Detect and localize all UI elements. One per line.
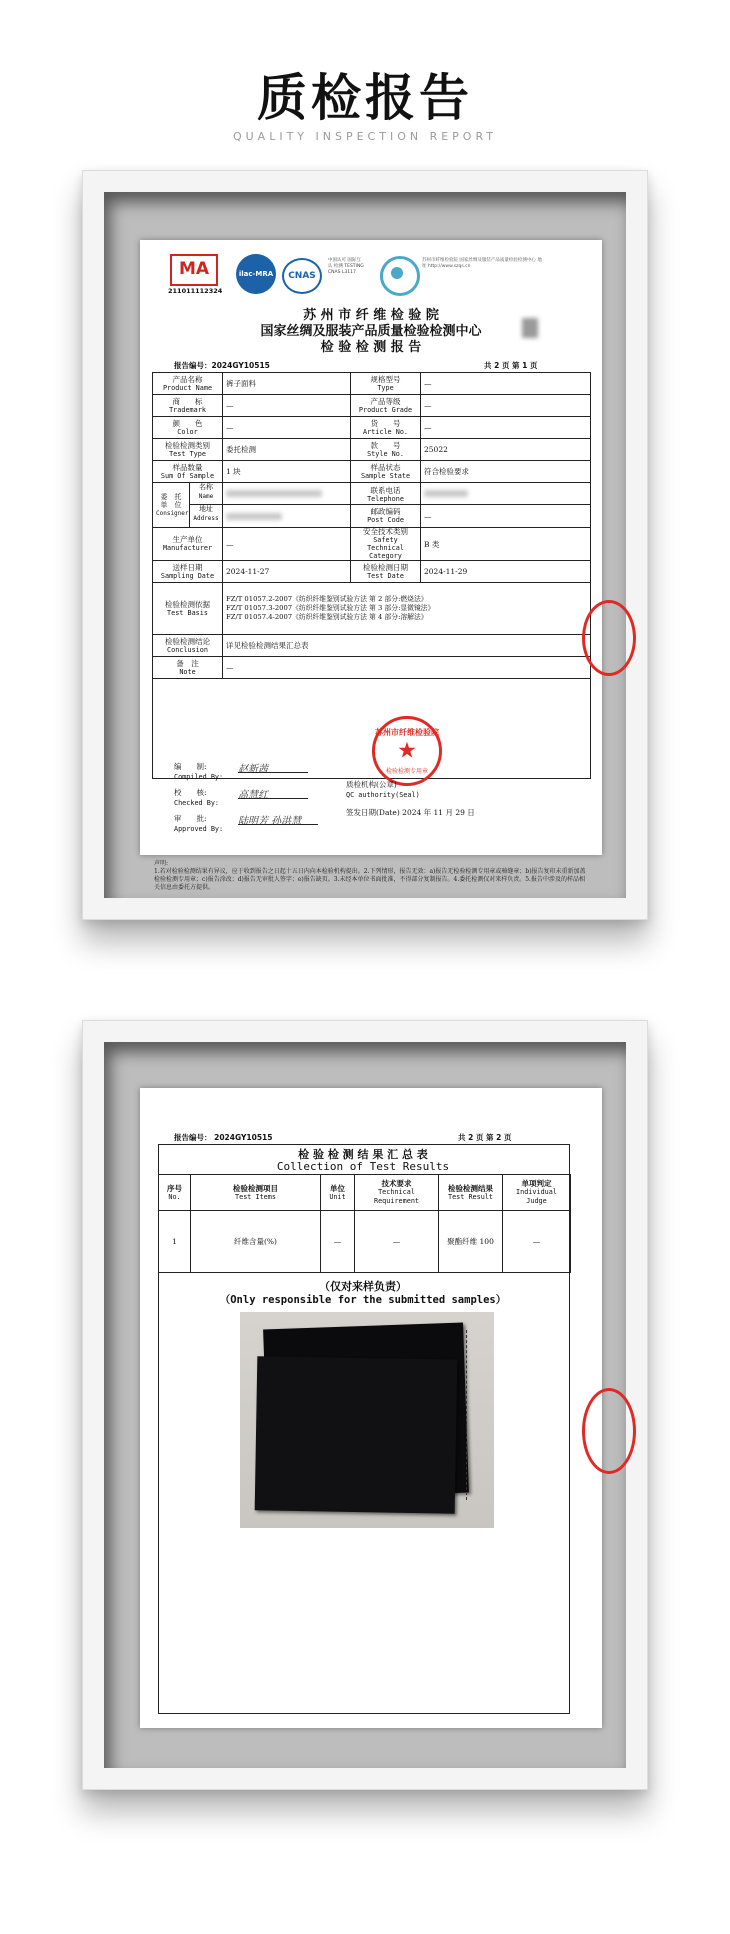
cell-result: 聚酯纤维 100 xyxy=(439,1211,503,1273)
checked-label: 校 核: Checked By: xyxy=(174,788,220,807)
value-style: 25022 xyxy=(421,439,591,461)
label-product-name: 产品名称 Product Name xyxy=(153,373,223,395)
institute-logo-icon xyxy=(380,256,420,296)
label-telephone: 联系电话 Telephone xyxy=(351,484,420,505)
value-safety: B 类 xyxy=(421,528,591,561)
checked-signature: 高慧红 xyxy=(238,786,308,799)
col-no: 序号 No. xyxy=(159,1175,191,1211)
results-title-zh: 检 验 检 测 结 果 汇 总 表 xyxy=(298,1148,428,1161)
label-trademark: 商 标 Trademark xyxy=(153,395,223,417)
cnas-text: 中国认可 国际互认 检测 TESTING CNAS L3117 xyxy=(328,258,364,275)
label-sample-sum: 样品数量 Sum Of Sample xyxy=(153,461,223,483)
cell-unit: — xyxy=(321,1211,355,1273)
label-contact xyxy=(351,483,421,528)
label-note: 备 注 Note xyxy=(153,657,223,679)
seal-text: 苏州市纤维检验院 xyxy=(375,727,439,737)
value-conclusion: 详见检验检测结果汇总表 xyxy=(223,635,591,657)
value-sample-sum: 1 块 xyxy=(223,461,351,483)
report-info-table xyxy=(152,372,591,779)
test-basis-line: FZ/T 01057.4-2007《纺织纤维鉴别试验方法 第 4 部分:溶解法》 xyxy=(226,613,428,621)
value-product-name: 裤子面料 xyxy=(223,373,351,395)
notes-title: 声明: xyxy=(154,860,169,867)
responsibility-zh: （仅对来样负责） xyxy=(319,1280,407,1293)
certificate-page-2 xyxy=(140,1088,602,1728)
responsibility-en: （Only responsible for the submitted samples） xyxy=(219,1294,507,1306)
label-conclusion: 检验检测结论 Conclusion xyxy=(153,635,223,657)
label-manufacturer: 生产单位 Manufacturer xyxy=(153,528,223,561)
label-safety: 安全技术类别 Safety Technical Category xyxy=(351,528,421,561)
label-consigner xyxy=(153,483,223,528)
results-title-en: Collection of Test Results xyxy=(276,1160,450,1173)
value-consigner xyxy=(223,483,351,528)
test-basis-line: FZ/T 01057.3-2007《纺织纤维鉴别试验方法 第 3 部分:显微镜法》 xyxy=(226,604,435,612)
star-icon: ★ xyxy=(397,738,417,764)
label-article: 货 号 Article No. xyxy=(351,417,421,439)
label-style: 款 号 Style No. xyxy=(351,439,421,461)
cell-judge: — xyxy=(503,1211,571,1273)
compiled-signature: 赵新茜 xyxy=(238,760,308,773)
label-color: 颜 色 Color xyxy=(153,417,223,439)
seal-subtext: 检验检测专用章 xyxy=(385,768,428,775)
approved-label: 审 批: Approved By: xyxy=(174,814,224,833)
cnas-logo: CNAS xyxy=(282,258,322,294)
results-table xyxy=(158,1174,571,1273)
page-info-2: 共 2 页 第 2 页 xyxy=(458,1133,512,1142)
label-address: 地址 Address xyxy=(193,505,219,522)
value-manufacturer: — xyxy=(223,528,351,561)
seam-seal-2 xyxy=(582,1388,636,1474)
value-sampling-date: 2024-11-27 xyxy=(223,561,351,583)
col-unit: 单位 Unit xyxy=(321,1175,355,1211)
value-type: — xyxy=(421,373,591,395)
seam-seal xyxy=(582,600,636,676)
institute-text: 苏州市纤维检验院 国家丝绸及服装产品质量检验检测中心 地址 http://www.szqs.cn xyxy=(422,258,542,269)
sample-photo xyxy=(240,1312,494,1528)
approved-signature: 陆明芳 孙洪慧 xyxy=(238,812,318,825)
label-grade: 产品等级 Product Grade xyxy=(351,395,421,417)
col-test-items: 检验检测项目 Test Items xyxy=(191,1175,321,1211)
ilac-logo: ilac-MRA xyxy=(236,254,276,294)
test-basis-line: FZ/T 01057.2-2007《纺织纤维鉴别试验方法 第 2 部分:燃烧法》 xyxy=(226,595,428,603)
cert-title-line2: 国家丝绸及服装产品质量检验检测中心 xyxy=(260,324,482,339)
page-info: 共 2 页 第 1 页 xyxy=(484,361,538,370)
official-seal xyxy=(372,716,442,786)
accreditation-logos xyxy=(170,254,550,298)
label-name: 名称 Name xyxy=(190,483,222,505)
redaction-block xyxy=(522,318,538,338)
col-judge: 单项判定 Individual Judge xyxy=(503,1175,571,1211)
cert-title-line3: 检 验 检 测 报 告 xyxy=(320,340,422,355)
value-test-date: 2024-11-29 xyxy=(421,561,591,583)
redacted-telephone xyxy=(424,490,468,497)
col-requirement: 技术要求 Technical Requirement xyxy=(355,1175,439,1211)
picture-frame-1 xyxy=(82,170,648,920)
report-number: 报告编号：2024GY10515 xyxy=(174,361,270,370)
value-grade: — xyxy=(421,395,591,417)
ma-logo: MA xyxy=(170,254,218,286)
value-sample-state: 符合检验要求 xyxy=(421,461,591,483)
value-note: — xyxy=(223,657,591,679)
cell-no: 1 xyxy=(159,1211,191,1273)
fabric-fringe xyxy=(466,1330,475,1500)
certificate-page-1 xyxy=(140,240,602,891)
value-contact xyxy=(421,483,591,528)
value-post-code: — xyxy=(424,511,432,521)
picture-frame-2 xyxy=(82,1020,648,1790)
statement-notes xyxy=(154,860,588,892)
authority-label: 质检机构(公章) QC authority(Seal) xyxy=(346,780,420,799)
value-test-type: 委托检测 xyxy=(223,439,351,461)
redacted-name xyxy=(226,490,322,497)
fabric-sample-front xyxy=(255,1356,458,1513)
cell-requirement: — xyxy=(355,1211,439,1273)
label-post-code: 邮政编码 Post Code xyxy=(367,506,404,524)
cell-item: 纤维含量(%) xyxy=(191,1211,321,1273)
consigner-label-cell: 委 托 单 位 Consigner xyxy=(153,483,190,527)
label-test-type: 检验检测类别 Test Type xyxy=(153,439,223,461)
value-trademark: — xyxy=(223,395,351,417)
page-title: 质检报告 xyxy=(257,69,473,127)
label-sample-state: 样品状态 Sample State xyxy=(351,461,421,483)
notes-body: 1.若对检验检测结果有异议，应于收到报告之日起十五日内向本检验机构提出。2.下列情形，报告无效：a)报告无检验检测专用章或骑缝章；b)报告复印未重新加盖检验检测专用章；c)报告涂改；d)报告无审批人签字；e)报告缺页。3.未经本单位书面批准，不得部分复制报告。4.委托检测仅对来样负责。5.报告中涉及的样品相关信息由委托方提供。 xyxy=(154,868,586,891)
value-color: — xyxy=(223,417,351,439)
value-test-basis xyxy=(223,583,591,635)
issue-date: 签发日期(Date) 2024 年 11 月 29 日 xyxy=(346,808,475,817)
page-subtitle: QUALITY INSPECTION REPORT xyxy=(232,130,498,143)
label-test-basis: 检验检测依据 Test Basis xyxy=(153,583,223,635)
report-number-2: 报告编号： 2024GY10515 xyxy=(174,1133,273,1142)
value-article: — xyxy=(421,417,591,439)
ma-number: 211011112324 xyxy=(168,287,223,295)
cert-title-line1: 苏 州 市 纤 维 检 验 院 xyxy=(303,308,439,323)
label-sampling-date: 送样日期 Sampling Date xyxy=(153,561,223,583)
compiled-label: 编 制: Compiled By: xyxy=(174,762,224,781)
label-test-date: 检验检测日期 Test Date xyxy=(351,561,421,583)
redacted-address xyxy=(226,513,282,520)
col-result: 检验检测结果 Test Result xyxy=(439,1175,503,1211)
label-type: 规格型号 Type xyxy=(351,373,421,395)
